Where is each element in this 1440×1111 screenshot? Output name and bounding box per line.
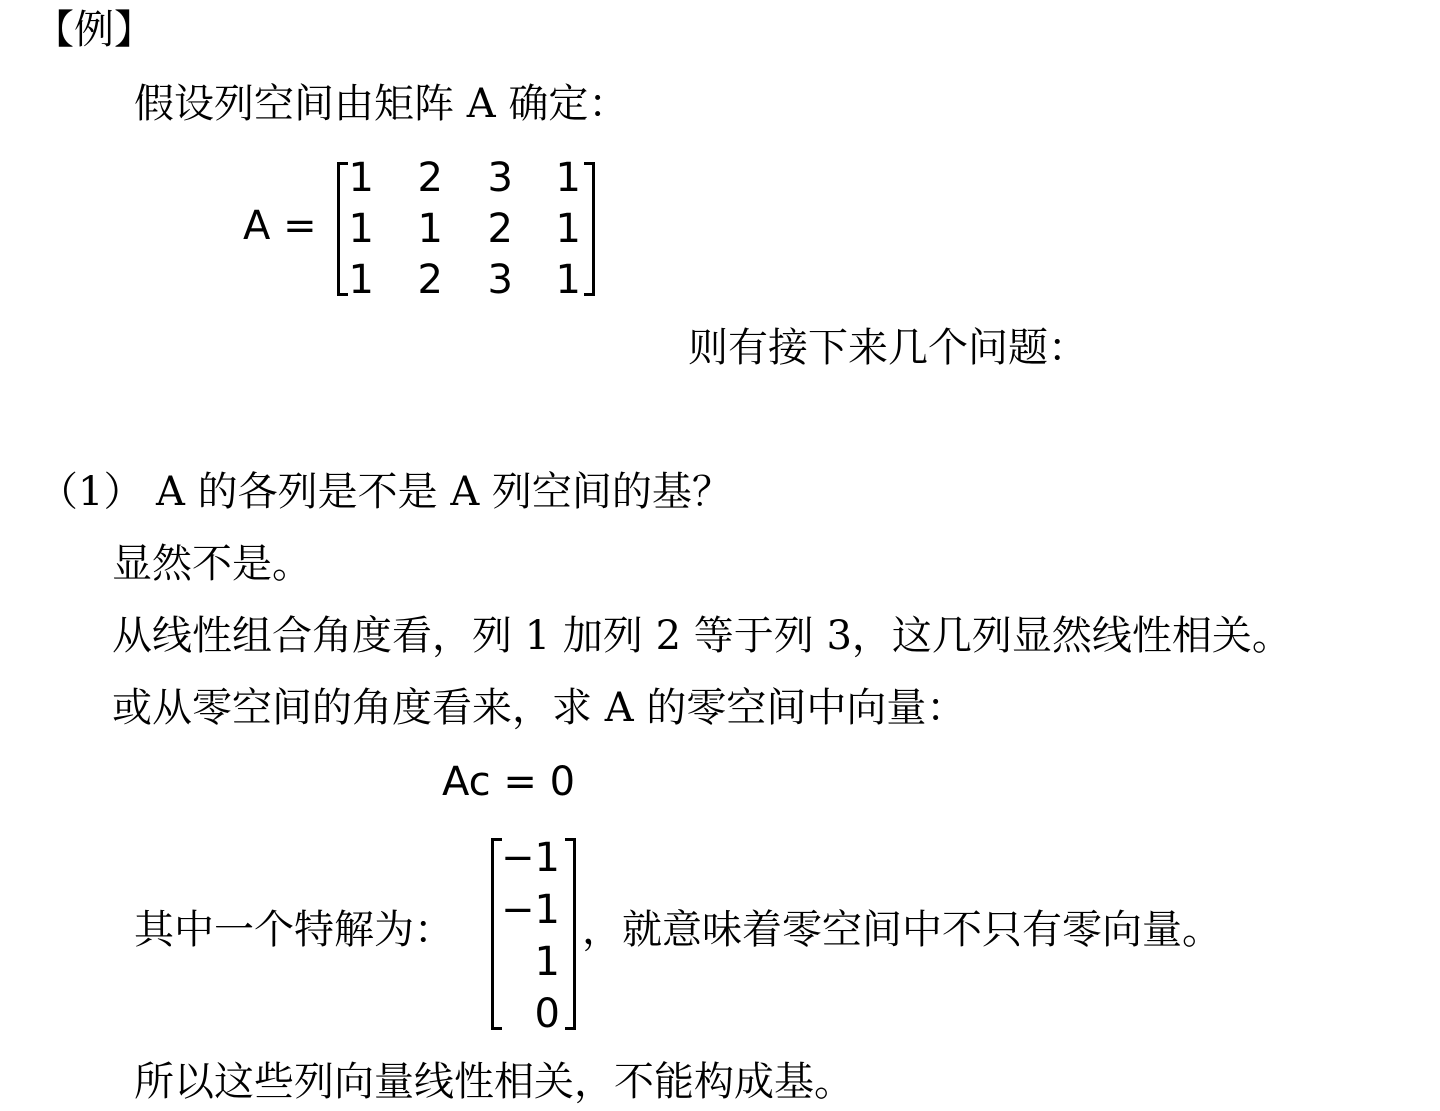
- matrix-a-cell: 2: [487, 206, 513, 252]
- matrix-a-cell: 1: [417, 206, 443, 252]
- matrix-a-cell: 1: [555, 155, 581, 201]
- matrix-a-right-bracket: [584, 162, 595, 296]
- null-space-equation: Ac = 0: [442, 759, 576, 805]
- matrix-a-cell: 2: [417, 155, 443, 201]
- answer-text: 显然不是。: [112, 541, 312, 587]
- question-1-label: （1）: [38, 469, 144, 515]
- matrix-a-cell: 1: [555, 206, 581, 252]
- matrix-a-cell: 3: [487, 257, 513, 303]
- matrix-a-cell: 1: [348, 206, 374, 252]
- followup-text: 则有接下来几个问题：: [688, 325, 1088, 371]
- reason-linear-combination: 从线性组合角度看，列 1 加列 2 等于列 3，这几列显然线性相关。: [112, 613, 1292, 659]
- intro-text: 假设列空间由矩阵 A 确定：: [134, 81, 629, 127]
- solution-suffix: ，就意味着零空间中不只有零向量。: [582, 907, 1222, 953]
- matrix-a-cell: 3: [487, 155, 513, 201]
- conclusion-text: 所以这些列向量线性相关，不能构成基。: [134, 1059, 854, 1105]
- vector-entry: 1: [534, 939, 560, 985]
- vector-entry: −1: [501, 887, 560, 933]
- question-1-text: A 的各列是不是 A 列空间的基？: [156, 469, 732, 515]
- reason-null-space: 或从零空间的角度看来，求 A 的零空间中向量：: [112, 685, 967, 731]
- matrix-a-cell: 1: [348, 257, 374, 303]
- solution-prefix: 其中一个特解为：: [134, 907, 454, 953]
- vector-right-bracket: [565, 838, 576, 1030]
- matrix-a-cell: 1: [555, 257, 581, 303]
- matrix-a-cell: 2: [417, 257, 443, 303]
- matrix-a-cell: 1: [348, 155, 374, 201]
- matrix-a-lhs: A =: [243, 203, 317, 249]
- example-heading: 【例】: [34, 7, 154, 53]
- vector-entry: 0: [534, 991, 560, 1037]
- vector-entry: −1: [501, 835, 560, 881]
